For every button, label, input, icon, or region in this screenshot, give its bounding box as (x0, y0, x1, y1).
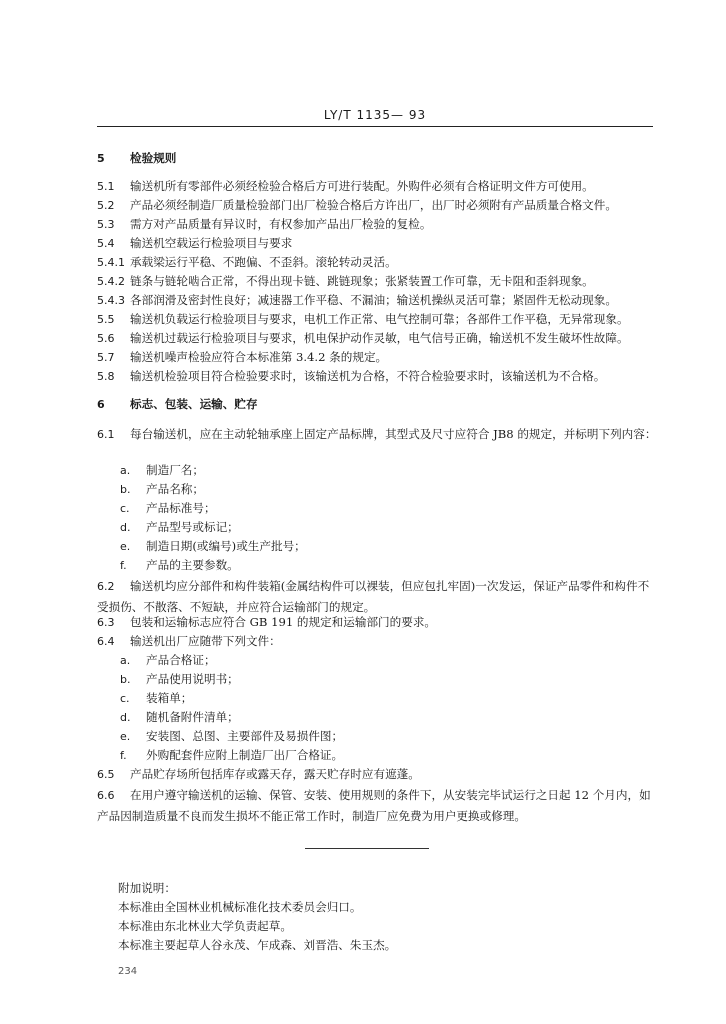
note-line: 本标准由东北林业大学负责起草。 (118, 919, 292, 933)
note-line: 本标准由全国林业机械标准化技术委员会归口。 (118, 900, 362, 914)
page-number: 234 (118, 966, 138, 977)
header-rule (97, 126, 653, 127)
clause-5-2: 5.2 产品必须经制造厂质量检验部门出厂检验合格后方许出厂，出厂时必须附有产品质量合格文件。 (97, 198, 617, 212)
section-number: 6 (97, 398, 105, 411)
section-6-heading (97, 396, 667, 413)
list-item: b. 产品使用说明书； (120, 672, 239, 686)
clause-6-2: 6.2 输送机均应分部件和构件装箱(金属结构件可以裸装，但应包扎牢固)一次发运，保证产品零件和构件不受损伤、不散落、不短缺，并应符合运输部门的规定。 (97, 579, 650, 614)
clause-5-4-2: 5.4.2 链条与链轮啮合正常，不得出现卡链、跳链现象；张紧装置工作可靠，无卡阻和歪斜现象。 (97, 274, 594, 288)
clause-5-1: 5.1 输送机所有零部件必须经检验合格后方可进行装配。外购件必须有合格证明文件方可使用。 (97, 179, 594, 193)
clause-5-4-1: 5.4.1 承载梁运行平稳、不跑偏、不歪斜。滚轮转动灵活。 (97, 255, 397, 269)
section-5-heading (97, 150, 667, 167)
list-item: a. 产品合格证； (120, 653, 216, 667)
section-number: 5 (97, 152, 105, 165)
list-item: f. 产品的主要参数。 (120, 558, 239, 572)
clause-6-3: 6.3 包装和运输标志应符合 GB 191 的规定和运输部门的要求。 (97, 615, 437, 629)
section-title: 检验规则 (130, 151, 177, 165)
list-item: d. 随机备附件清单； (120, 710, 239, 724)
clause-5-4-3: 5.4.3 各部润滑及密封性良好；减速器工作平稳、不漏油；输送机操纵灵活可靠；紧固件无松动现象。 (97, 293, 617, 307)
notes-title: 附加说明： (118, 881, 176, 895)
clause-5-4: 5.4 输送机空载运行检验项目与要求 (97, 236, 293, 250)
clause-5-5: 5.5 输送机负载运行检验项目与要求，电机工作正常、电气控制可靠；各部件工作平稳，无异常现象。 (97, 312, 629, 326)
clause-6-1: 6.1 每台输送机，应在主动轮轴承座上固定产品标牌，其型式及尺寸应符合 JB8 的规定，并标明下列内容： (97, 427, 657, 441)
section-title: 标志、包装、运输、贮存 (130, 397, 258, 411)
list-item: e. 制造日期(或编号)或生产批号； (120, 539, 306, 553)
list-item: a. 制造厂名； (120, 463, 204, 477)
list-item: e. 安装图、总图、主要部件及易损件图； (120, 729, 344, 743)
standard-code-header: LY/T 1135— 93 (323, 108, 427, 122)
clause-6-6: 6.6 在用户遵守输送机的运输、保管、安装、使用规则的条件下，从安装完毕试运行之日起 12 个月内，如产品因制造质量不良而发生损坏不能正常工作时，制造厂应免费为用户更换或修理。 (97, 788, 651, 823)
clause-5-7: 5.7 输送机噪声检验应符合本标准第 3.4.2 条的规定。 (97, 350, 388, 364)
list-item: c. 产品标准号； (120, 501, 216, 515)
list-item: b. 产品名称； (120, 482, 204, 496)
clause-5-6: 5.6 输送机过载运行检验项目与要求，机电保护动作灵敏，电气信号正确，输送机不发生破坏性故障。 (97, 331, 629, 345)
clause-6-5: 6.5 产品贮存场所包括库存或露天存，露天贮存时应有遮蓬。 (97, 767, 420, 781)
list-item: d. 产品型号或标记； (120, 520, 239, 534)
list-item: f. 外购配套件应附上制造厂出厂合格证。 (120, 748, 344, 762)
list-item: c. 装箱单； (120, 691, 193, 705)
clause-6-4: 6.4 输送机出厂应随带下列文件： (97, 634, 281, 648)
note-line: 本标准主要起草人谷永茂、乍成森、刘晋浩、朱玉杰。 (118, 938, 397, 952)
end-separator (305, 848, 429, 849)
clause-5-8: 5.8 输送机检验项目符合检验要求时，该输送机为合格，不符合检验要求时，该输送机为不合格。 (97, 369, 606, 383)
clause-5-3: 5.3 需方对产品质量有异议时，有权参加产品出厂检验的复检。 (97, 217, 432, 231)
